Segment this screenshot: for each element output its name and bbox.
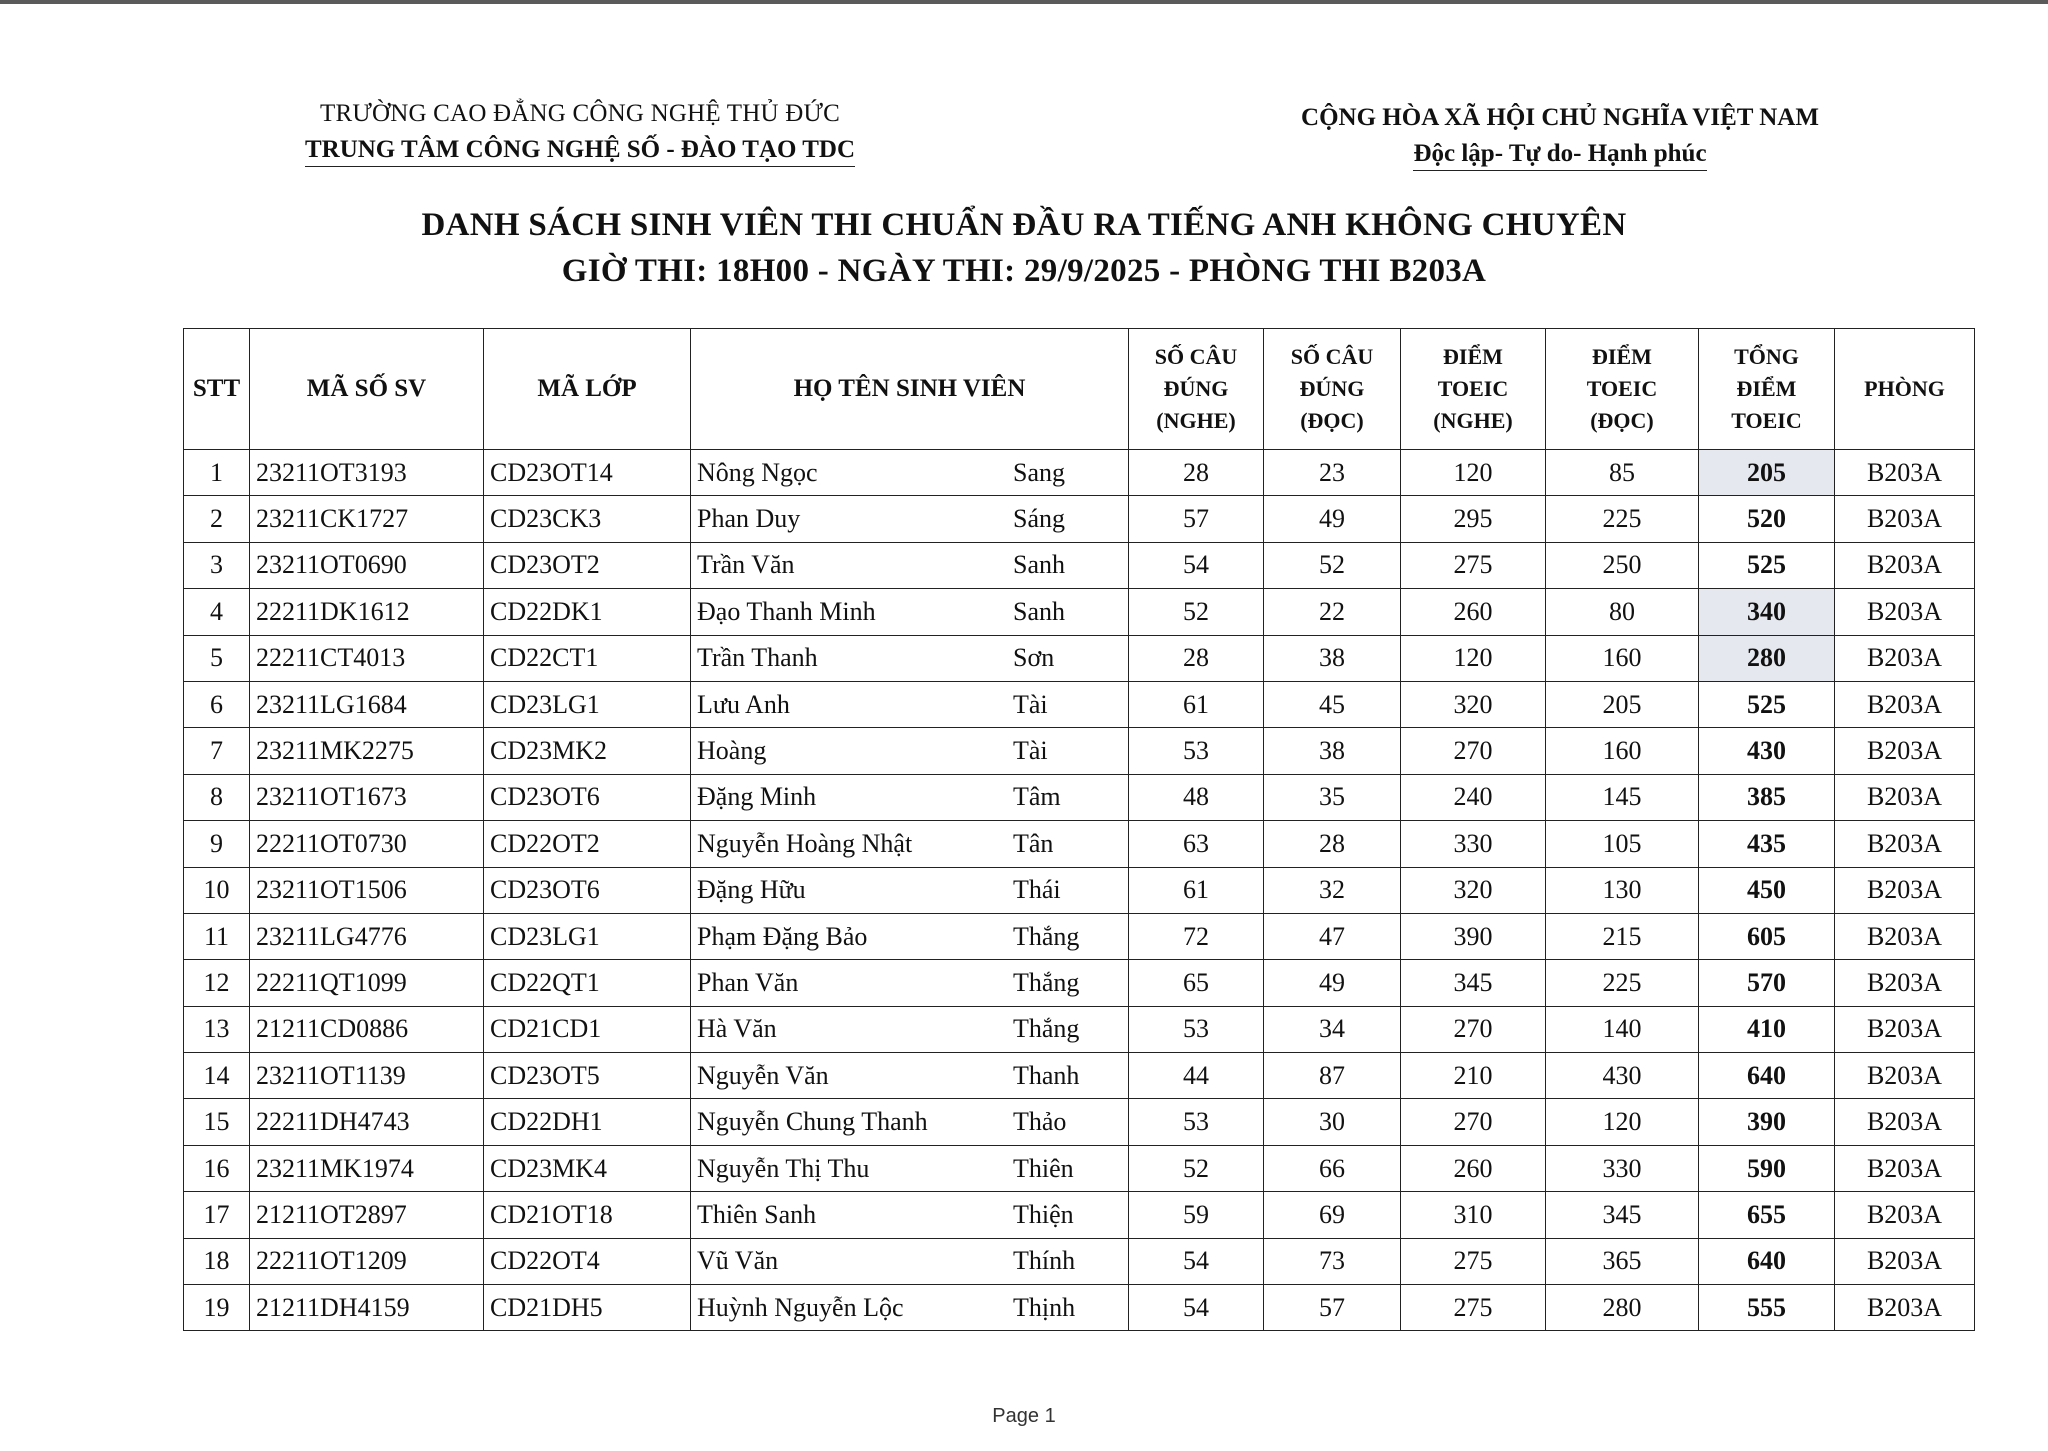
cell-stt: 16 xyxy=(184,1145,250,1191)
cell-class-code: CD23OT6 xyxy=(484,774,691,820)
cell-student-id: 23211OT3193 xyxy=(250,450,484,496)
cell-room: B203A xyxy=(1835,774,1975,820)
cell-student-id: 22211DH4743 xyxy=(250,1099,484,1145)
cell-reading-correct: 47 xyxy=(1264,913,1401,959)
cell-toeic-total: 450 xyxy=(1699,867,1835,913)
cell-class-code: CD23CK3 xyxy=(484,496,691,542)
table-row xyxy=(184,635,1975,681)
cell-room: B203A xyxy=(1835,1192,1975,1238)
given-name: Thanh xyxy=(1013,1060,1080,1090)
cell-toeic-total: 340 xyxy=(1699,589,1835,635)
cell-full-name xyxy=(691,1006,1129,1052)
cell-listening-correct: 28 xyxy=(1129,450,1264,496)
cell-stt: 1 xyxy=(184,450,250,496)
table-row xyxy=(184,681,1975,727)
cell-toeic-reading: 215 xyxy=(1546,913,1699,959)
cell-toeic-total: 435 xyxy=(1699,821,1835,867)
cell-full-name xyxy=(691,681,1129,727)
cell-class-code: CD23MK2 xyxy=(484,728,691,774)
cell-toeic-listening: 345 xyxy=(1401,960,1546,1006)
cell-toeic-listening: 210 xyxy=(1401,1053,1546,1099)
cell-reading-correct: 87 xyxy=(1264,1053,1401,1099)
surname-middle: Trần Thanh xyxy=(697,643,818,673)
table-row xyxy=(184,867,1975,913)
cell-class-code: CD22QT1 xyxy=(484,960,691,1006)
cell-toeic-reading: 430 xyxy=(1546,1053,1699,1099)
cell-reading-correct: 28 xyxy=(1264,821,1401,867)
cell-full-name xyxy=(691,589,1129,635)
table-row xyxy=(184,496,1975,542)
cell-stt: 6 xyxy=(184,681,250,727)
cell-full-name xyxy=(691,1145,1129,1191)
cell-listening-correct: 52 xyxy=(1129,1145,1264,1191)
cell-full-name xyxy=(691,450,1129,496)
cell-toeic-listening: 275 xyxy=(1401,1238,1546,1284)
cell-student-id: 23211CK1727 xyxy=(250,496,484,542)
cell-toeic-reading: 160 xyxy=(1546,635,1699,681)
cell-toeic-listening: 260 xyxy=(1401,1145,1546,1191)
cell-listening-correct: 72 xyxy=(1129,913,1264,959)
table-row xyxy=(184,913,1975,959)
cell-toeic-listening: 270 xyxy=(1401,1006,1546,1052)
cell-toeic-total: 570 xyxy=(1699,960,1835,1006)
cell-listening-correct: 52 xyxy=(1129,589,1264,635)
cell-student-id: 21211OT2897 xyxy=(250,1192,484,1238)
cell-stt: 8 xyxy=(184,774,250,820)
cell-toeic-reading: 225 xyxy=(1546,960,1699,1006)
cell-listening-correct: 54 xyxy=(1129,1238,1264,1284)
given-name: Sơn xyxy=(1013,643,1055,673)
surname-middle: Huỳnh Nguyễn Lộc xyxy=(697,1292,904,1322)
cell-toeic-reading: 85 xyxy=(1546,450,1699,496)
cell-student-id: 21211DH4159 xyxy=(250,1285,484,1331)
given-name: Thắng xyxy=(1013,921,1080,951)
cell-room: B203A xyxy=(1835,913,1975,959)
cell-stt: 14 xyxy=(184,1053,250,1099)
cell-toeic-listening: 275 xyxy=(1401,542,1546,588)
cell-stt: 5 xyxy=(184,635,250,681)
surname-middle: Nguyễn Văn xyxy=(697,1060,829,1090)
motto: Độc lập- Tự do- Hạnh phúc xyxy=(1413,140,1706,171)
cell-room: B203A xyxy=(1835,1099,1975,1145)
cell-student-id: 22211CT4013 xyxy=(250,635,484,681)
cell-student-id: 22211DK1612 xyxy=(250,589,484,635)
cell-listening-correct: 59 xyxy=(1129,1192,1264,1238)
cell-toeic-reading: 250 xyxy=(1546,542,1699,588)
given-name: Thái xyxy=(1013,875,1061,905)
col-reading-correct: SỐ CÂU ĐÚNG (ĐỌC) xyxy=(1264,329,1401,450)
table-row xyxy=(184,589,1975,635)
cell-toeic-reading: 330 xyxy=(1546,1145,1699,1191)
cell-toeic-total: 390 xyxy=(1699,1099,1835,1145)
cell-room: B203A xyxy=(1835,1053,1975,1099)
given-name: Tân xyxy=(1013,828,1054,858)
cell-full-name xyxy=(691,728,1129,774)
cell-stt: 18 xyxy=(184,1238,250,1284)
cell-reading-correct: 73 xyxy=(1264,1238,1401,1284)
cell-room: B203A xyxy=(1835,589,1975,635)
cell-toeic-listening: 330 xyxy=(1401,821,1546,867)
cell-reading-correct: 57 xyxy=(1264,1285,1401,1331)
cell-room: B203A xyxy=(1835,450,1975,496)
cell-full-name xyxy=(691,635,1129,681)
given-name: Thắng xyxy=(1013,967,1080,997)
cell-class-code: CD21DH5 xyxy=(484,1285,691,1331)
cell-toeic-total: 655 xyxy=(1699,1192,1835,1238)
cell-full-name xyxy=(691,821,1129,867)
cell-toeic-listening: 390 xyxy=(1401,913,1546,959)
cell-student-id: 23211MK1974 xyxy=(250,1145,484,1191)
cell-toeic-reading: 160 xyxy=(1546,728,1699,774)
cell-student-id: 23211MK2275 xyxy=(250,728,484,774)
table-row xyxy=(184,542,1975,588)
col-stt: STT xyxy=(184,329,250,450)
cell-toeic-total: 640 xyxy=(1699,1238,1835,1284)
cell-student-id: 23211LG4776 xyxy=(250,913,484,959)
given-name: Thảo xyxy=(1013,1107,1067,1137)
col-room: PHÒNG xyxy=(1835,329,1975,450)
cell-student-id: 23211OT0690 xyxy=(250,542,484,588)
cell-reading-correct: 23 xyxy=(1264,450,1401,496)
surname-middle: Đặng Minh xyxy=(697,782,817,812)
surname-middle: Phan Duy xyxy=(697,504,801,534)
cell-full-name xyxy=(691,1238,1129,1284)
surname-middle: Thiên Sanh xyxy=(697,1199,817,1229)
surname-middle: Hà Văn xyxy=(697,1014,777,1044)
cell-toeic-total: 605 xyxy=(1699,913,1835,959)
cell-room: B203A xyxy=(1835,1145,1975,1191)
scan-top-edge xyxy=(0,0,2048,4)
surname-middle: Phan Văn xyxy=(697,967,799,997)
cell-reading-correct: 52 xyxy=(1264,542,1401,588)
table-row xyxy=(184,1053,1975,1099)
surname-middle: Đạo Thanh Minh xyxy=(697,596,876,626)
cell-reading-correct: 30 xyxy=(1264,1099,1401,1145)
student-table xyxy=(183,328,1975,1331)
table-row xyxy=(184,1006,1975,1052)
table-row xyxy=(184,960,1975,1006)
surname-middle: Lưu Anh xyxy=(697,689,790,719)
cell-reading-correct: 22 xyxy=(1264,589,1401,635)
given-name: Thiện xyxy=(1013,1199,1074,1229)
cell-toeic-total: 590 xyxy=(1699,1145,1835,1191)
given-name: Sang xyxy=(1013,457,1065,487)
cell-listening-correct: 57 xyxy=(1129,496,1264,542)
cell-toeic-total: 520 xyxy=(1699,496,1835,542)
table-row xyxy=(184,774,1975,820)
cell-stt: 12 xyxy=(184,960,250,1006)
cell-toeic-reading: 80 xyxy=(1546,589,1699,635)
cell-student-id: 22211OT1209 xyxy=(250,1238,484,1284)
cell-room: B203A xyxy=(1835,821,1975,867)
col-toeic-total: TỔNG ĐIỂM TOEIC xyxy=(1699,329,1835,450)
cell-student-id: 22211OT0730 xyxy=(250,821,484,867)
given-name: Tài xyxy=(1013,689,1048,719)
table-row xyxy=(184,450,1975,496)
cell-class-code: CD22OT4 xyxy=(484,1238,691,1284)
cell-room: B203A xyxy=(1835,1238,1975,1284)
cell-full-name xyxy=(691,774,1129,820)
cell-toeic-total: 555 xyxy=(1699,1285,1835,1331)
cell-toeic-reading: 130 xyxy=(1546,867,1699,913)
cell-room: B203A xyxy=(1835,728,1975,774)
cell-toeic-reading: 145 xyxy=(1546,774,1699,820)
table-body xyxy=(184,450,1975,1331)
cell-reading-correct: 69 xyxy=(1264,1192,1401,1238)
surname-middle: Nguyễn Thị Thu xyxy=(697,1153,870,1183)
cell-listening-correct: 53 xyxy=(1129,728,1264,774)
cell-class-code: CD23MK4 xyxy=(484,1145,691,1191)
cell-reading-correct: 38 xyxy=(1264,728,1401,774)
page-number: Page 1 xyxy=(992,1405,1056,1427)
cell-class-code: CD22DK1 xyxy=(484,589,691,635)
cell-stt: 2 xyxy=(184,496,250,542)
cell-toeic-listening: 320 xyxy=(1401,867,1546,913)
cell-class-code: CD22OT2 xyxy=(484,821,691,867)
cell-listening-correct: 54 xyxy=(1129,542,1264,588)
col-toeic-listening: ĐIỂM TOEIC (NGHE) xyxy=(1401,329,1546,450)
cell-stt: 13 xyxy=(184,1006,250,1052)
cell-student-id: 23211OT1139 xyxy=(250,1053,484,1099)
cell-reading-correct: 49 xyxy=(1264,960,1401,1006)
cell-reading-correct: 49 xyxy=(1264,496,1401,542)
col-student-id: MÃ SỐ SV xyxy=(250,329,484,450)
given-name: Thiên xyxy=(1013,1153,1074,1183)
cell-reading-correct: 35 xyxy=(1264,774,1401,820)
surname-middle: Nông Ngọc xyxy=(697,457,818,487)
national-header xyxy=(1240,104,1880,171)
cell-room: B203A xyxy=(1835,1285,1975,1331)
cell-toeic-reading: 120 xyxy=(1546,1099,1699,1145)
cell-class-code: CD22CT1 xyxy=(484,635,691,681)
cell-full-name xyxy=(691,496,1129,542)
table-row xyxy=(184,1192,1975,1238)
given-name: Thịnh xyxy=(1013,1292,1076,1322)
cell-toeic-total: 430 xyxy=(1699,728,1835,774)
cell-toeic-total: 410 xyxy=(1699,1006,1835,1052)
exam-info: GIỜ THI: 18H00 - NGÀY THI: 29/9/2025 - PHÒNG THI B203A xyxy=(561,253,1487,289)
cell-student-id: 23211LG1684 xyxy=(250,681,484,727)
cell-toeic-listening: 120 xyxy=(1401,635,1546,681)
cell-toeic-reading: 140 xyxy=(1546,1006,1699,1052)
cell-toeic-listening: 270 xyxy=(1401,728,1546,774)
surname-middle: Phạm Đặng Bảo xyxy=(697,921,868,951)
cell-student-id: 22211QT1099 xyxy=(250,960,484,1006)
cell-listening-correct: 54 xyxy=(1129,1285,1264,1331)
cell-full-name xyxy=(691,1285,1129,1331)
cell-room: B203A xyxy=(1835,542,1975,588)
surname-middle: Trần Văn xyxy=(697,550,795,580)
cell-student-id: 23211OT1673 xyxy=(250,774,484,820)
cell-toeic-listening: 295 xyxy=(1401,496,1546,542)
col-class-code: MÃ LỚP xyxy=(484,329,691,450)
cell-listening-correct: 61 xyxy=(1129,681,1264,727)
cell-student-id: 21211CD0886 xyxy=(250,1006,484,1052)
cell-toeic-total: 640 xyxy=(1699,1053,1835,1099)
cell-stt: 9 xyxy=(184,821,250,867)
cell-class-code: CD23OT2 xyxy=(484,542,691,588)
given-name: Sáng xyxy=(1013,504,1065,534)
cell-toeic-total: 385 xyxy=(1699,774,1835,820)
cell-room: B203A xyxy=(1835,867,1975,913)
cell-full-name xyxy=(691,867,1129,913)
cell-toeic-total: 525 xyxy=(1699,681,1835,727)
table-row xyxy=(184,1099,1975,1145)
table-row xyxy=(184,1145,1975,1191)
cell-stt: 4 xyxy=(184,589,250,635)
cell-class-code: CD23OT14 xyxy=(484,450,691,496)
cell-toeic-reading: 365 xyxy=(1546,1238,1699,1284)
surname-middle: Nguyễn Hoàng Nhật xyxy=(697,828,913,858)
col-listening-correct: SỐ CÂU ĐÚNG (NGHE) xyxy=(1129,329,1264,450)
country-name: CỘNG HÒA XÃ HỘI CHỦ NGHĨA VIỆT NAM xyxy=(1301,104,1819,131)
cell-toeic-reading: 105 xyxy=(1546,821,1699,867)
cell-listening-correct: 53 xyxy=(1129,1099,1264,1145)
col-toeic-reading: ĐIỂM TOEIC (ĐỌC) xyxy=(1546,329,1699,450)
surname-middle: Vũ Văn xyxy=(697,1246,779,1276)
cell-stt: 3 xyxy=(184,542,250,588)
cell-stt: 15 xyxy=(184,1099,250,1145)
cell-class-code: CD23OT5 xyxy=(484,1053,691,1099)
cell-toeic-listening: 320 xyxy=(1401,681,1546,727)
school-header xyxy=(270,100,890,167)
cell-reading-correct: 38 xyxy=(1264,635,1401,681)
col-full-name: HỌ TÊN SINH VIÊN xyxy=(691,329,1129,450)
center-name: TRUNG TÂM CÔNG NGHỆ SỐ - ĐÀO TẠO TDC xyxy=(305,136,855,167)
cell-toeic-total: 205 xyxy=(1699,450,1835,496)
cell-toeic-listening: 310 xyxy=(1401,1192,1546,1238)
cell-toeic-total: 525 xyxy=(1699,542,1835,588)
surname-middle: Nguyễn Chung Thanh xyxy=(697,1107,928,1137)
cell-full-name xyxy=(691,1099,1129,1145)
cell-stt: 11 xyxy=(184,913,250,959)
given-name: Thắng xyxy=(1013,1014,1080,1044)
cell-class-code: CD23LG1 xyxy=(484,913,691,959)
cell-stt: 17 xyxy=(184,1192,250,1238)
surname-middle: Hoàng xyxy=(697,736,767,766)
cell-full-name xyxy=(691,1192,1129,1238)
table-row xyxy=(184,1285,1975,1331)
cell-full-name xyxy=(691,960,1129,1006)
cell-toeic-listening: 260 xyxy=(1401,589,1546,635)
cell-stt: 10 xyxy=(184,867,250,913)
cell-full-name xyxy=(691,913,1129,959)
cell-class-code: CD23OT6 xyxy=(484,867,691,913)
cell-class-code: CD22DH1 xyxy=(484,1099,691,1145)
cell-class-code: CD21OT18 xyxy=(484,1192,691,1238)
cell-room: B203A xyxy=(1835,960,1975,1006)
cell-listening-correct: 65 xyxy=(1129,960,1264,1006)
cell-toeic-reading: 225 xyxy=(1546,496,1699,542)
given-name: Sanh xyxy=(1013,596,1065,626)
cell-reading-correct: 45 xyxy=(1264,681,1401,727)
cell-room: B203A xyxy=(1835,496,1975,542)
table-row xyxy=(184,821,1975,867)
school-name: TRƯỜNG CAO ĐẲNG CÔNG NGHỆ THỦ ĐỨC xyxy=(320,100,840,127)
table-header-row xyxy=(184,329,1975,450)
cell-student-id: 23211OT1506 xyxy=(250,867,484,913)
given-name: Thính xyxy=(1013,1246,1076,1276)
given-name: Tài xyxy=(1013,736,1048,766)
cell-room: B203A xyxy=(1835,1006,1975,1052)
cell-room: B203A xyxy=(1835,635,1975,681)
cell-toeic-reading: 205 xyxy=(1546,681,1699,727)
cell-listening-correct: 61 xyxy=(1129,867,1264,913)
cell-listening-correct: 28 xyxy=(1129,635,1264,681)
cell-toeic-reading: 345 xyxy=(1546,1192,1699,1238)
cell-toeic-listening: 270 xyxy=(1401,1099,1546,1145)
given-name: Sanh xyxy=(1013,550,1065,580)
cell-class-code: CD21CD1 xyxy=(484,1006,691,1052)
document-title: DANH SÁCH SINH VIÊN THI CHUẨN ĐẦU RA TIẾNG ANH KHÔNG CHUYÊN xyxy=(421,207,1627,243)
cell-toeic-total: 280 xyxy=(1699,635,1835,681)
cell-toeic-listening: 275 xyxy=(1401,1285,1546,1331)
cell-room: B203A xyxy=(1835,681,1975,727)
cell-reading-correct: 32 xyxy=(1264,867,1401,913)
cell-class-code: CD23LG1 xyxy=(484,681,691,727)
cell-stt: 19 xyxy=(184,1285,250,1331)
cell-toeic-reading: 280 xyxy=(1546,1285,1699,1331)
cell-reading-correct: 66 xyxy=(1264,1145,1401,1191)
cell-reading-correct: 34 xyxy=(1264,1006,1401,1052)
given-name: Tâm xyxy=(1013,782,1061,812)
cell-toeic-listening: 240 xyxy=(1401,774,1546,820)
cell-listening-correct: 44 xyxy=(1129,1053,1264,1099)
cell-listening-correct: 53 xyxy=(1129,1006,1264,1052)
cell-stt: 7 xyxy=(184,728,250,774)
table-row xyxy=(184,1238,1975,1284)
cell-full-name xyxy=(691,542,1129,588)
surname-middle: Đặng Hữu xyxy=(697,875,806,905)
cell-listening-correct: 48 xyxy=(1129,774,1264,820)
cell-listening-correct: 63 xyxy=(1129,821,1264,867)
table-row xyxy=(184,728,1975,774)
cell-toeic-listening: 120 xyxy=(1401,450,1546,496)
cell-full-name xyxy=(691,1053,1129,1099)
